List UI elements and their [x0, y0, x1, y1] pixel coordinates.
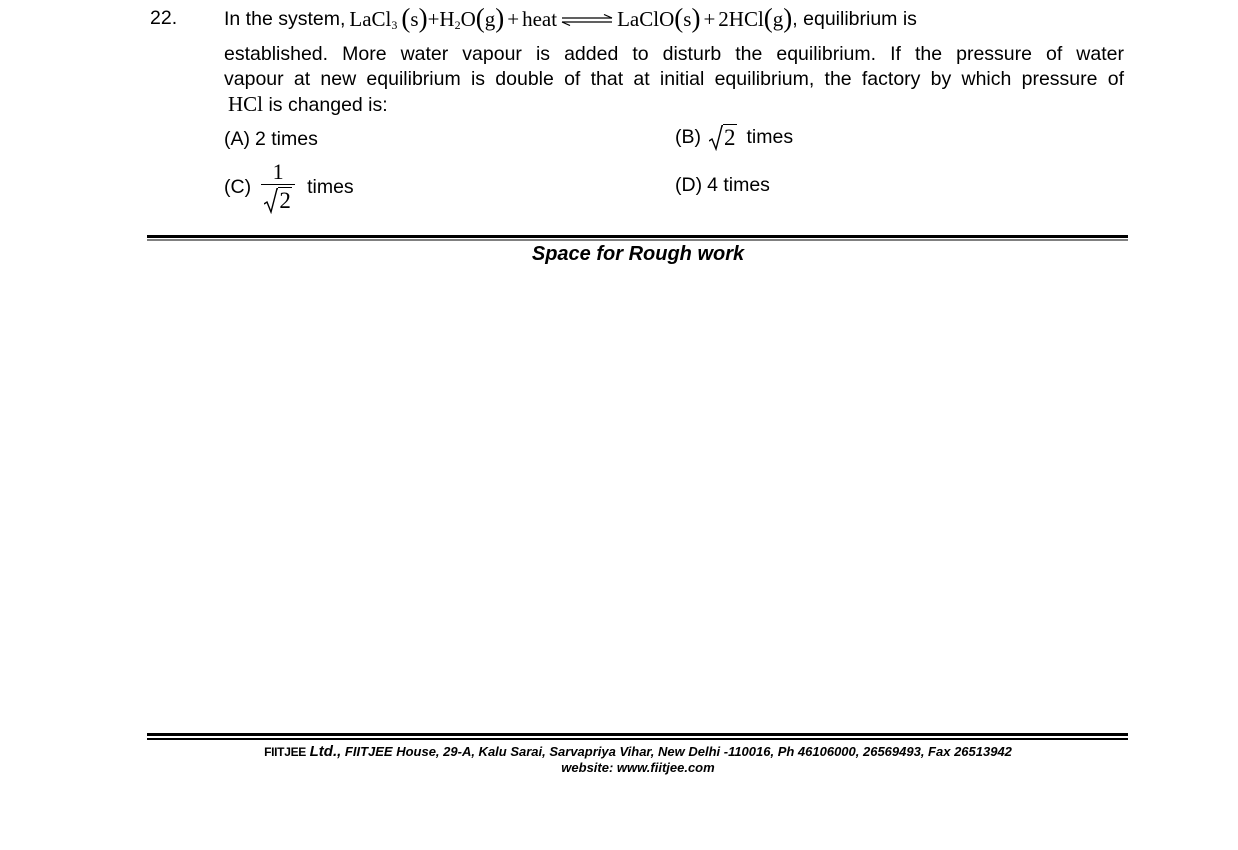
chemical-equation: LaCl 3 ( s ) + H 2 O ( g ) + heat LaClO ( s ) + 2HCl ( g ) — [349, 2, 793, 33]
option-a-text: 2 times — [255, 128, 318, 150]
subscript-2: 2 — [454, 17, 461, 32]
radical-sign-icon — [264, 188, 278, 214]
question-number: 22. — [150, 7, 178, 29]
question-line-2: established. More water vapour is added to disturb the equilibrium. If the pressure of water — [224, 43, 1124, 65]
option-d-text: 4 times — [707, 174, 770, 196]
divider-top-thick — [147, 235, 1128, 238]
option-c-label: (C) — [224, 175, 252, 198]
footer-website: website: www.fiitjee.com — [561, 760, 715, 775]
formula-2hcl: 2HCl — [718, 6, 764, 31]
question-line-3: vapour at new equilibrium is double of that at initial equilibrium, the factory by which pressure of — [224, 68, 1124, 90]
divider-bottom-thick — [147, 733, 1128, 736]
option-a[interactable] — [224, 128, 318, 151]
sqrt-two-b — [709, 124, 737, 151]
divider-top-thin — [147, 239, 1128, 241]
page-footer — [0, 744, 1238, 776]
equilibrium-arrow-icon — [560, 14, 614, 26]
footer-ltd: Ltd., — [309, 743, 342, 760]
state-gas-2: g — [772, 6, 784, 31]
plus-sign-1: + — [427, 6, 440, 31]
footer-address: FIITJEE House, 29-A, Kalu Sarai, Sarvapriya Vihar, New Delhi -110016, Ph 46106000, 26569493, Fax 26513942 — [344, 744, 1012, 759]
state-solid-2: s — [683, 6, 692, 31]
question-line-4-text: is changed is: — [268, 94, 388, 116]
subscript-3: 3 — [391, 17, 398, 32]
question-line-4 — [224, 92, 1124, 118]
rough-work-heading: Space for Rough work — [531, 243, 745, 265]
option-d[interactable] — [675, 174, 770, 197]
footer-address-line — [0, 744, 1238, 760]
heat-term: heat — [522, 6, 558, 31]
formula-h: H — [439, 6, 455, 31]
option-b[interactable] — [675, 124, 793, 151]
option-b-text: times — [746, 126, 794, 148]
option-c-radicand: 2 — [279, 188, 291, 213]
question-intro: In the system, — [224, 7, 346, 30]
fraction-bar — [261, 184, 295, 185]
fraction-one-over-sqrt-two — [261, 160, 295, 214]
option-b-radicand: 2 — [724, 125, 736, 150]
state-gas-1: g — [484, 6, 496, 31]
plus-sign-2: + — [507, 6, 520, 31]
formula-hcl: HCl — [228, 92, 264, 116]
option-b-label: (B) — [675, 126, 701, 148]
formula-laclo: LaClO — [617, 6, 675, 31]
question-line-1 — [224, 2, 917, 36]
formula-lacl3: LaCl — [349, 6, 392, 31]
option-c-numerator: 1 — [272, 159, 284, 184]
divider-bottom-thin — [147, 738, 1128, 740]
option-c-text: times — [307, 175, 354, 198]
state-solid-1: s — [410, 6, 419, 31]
option-a-label: (A) — [224, 128, 250, 150]
formula-o: O — [460, 6, 476, 31]
plus-sign-3: + — [703, 6, 716, 31]
option-c[interactable] — [224, 160, 354, 214]
footer-brand: FIITJEE — [264, 745, 306, 759]
sqrt-two-c — [264, 187, 292, 214]
radical-sign-icon — [709, 125, 723, 151]
option-d-label: (D) — [675, 174, 703, 196]
question-intro-tail: , equilibrium is — [792, 7, 917, 30]
